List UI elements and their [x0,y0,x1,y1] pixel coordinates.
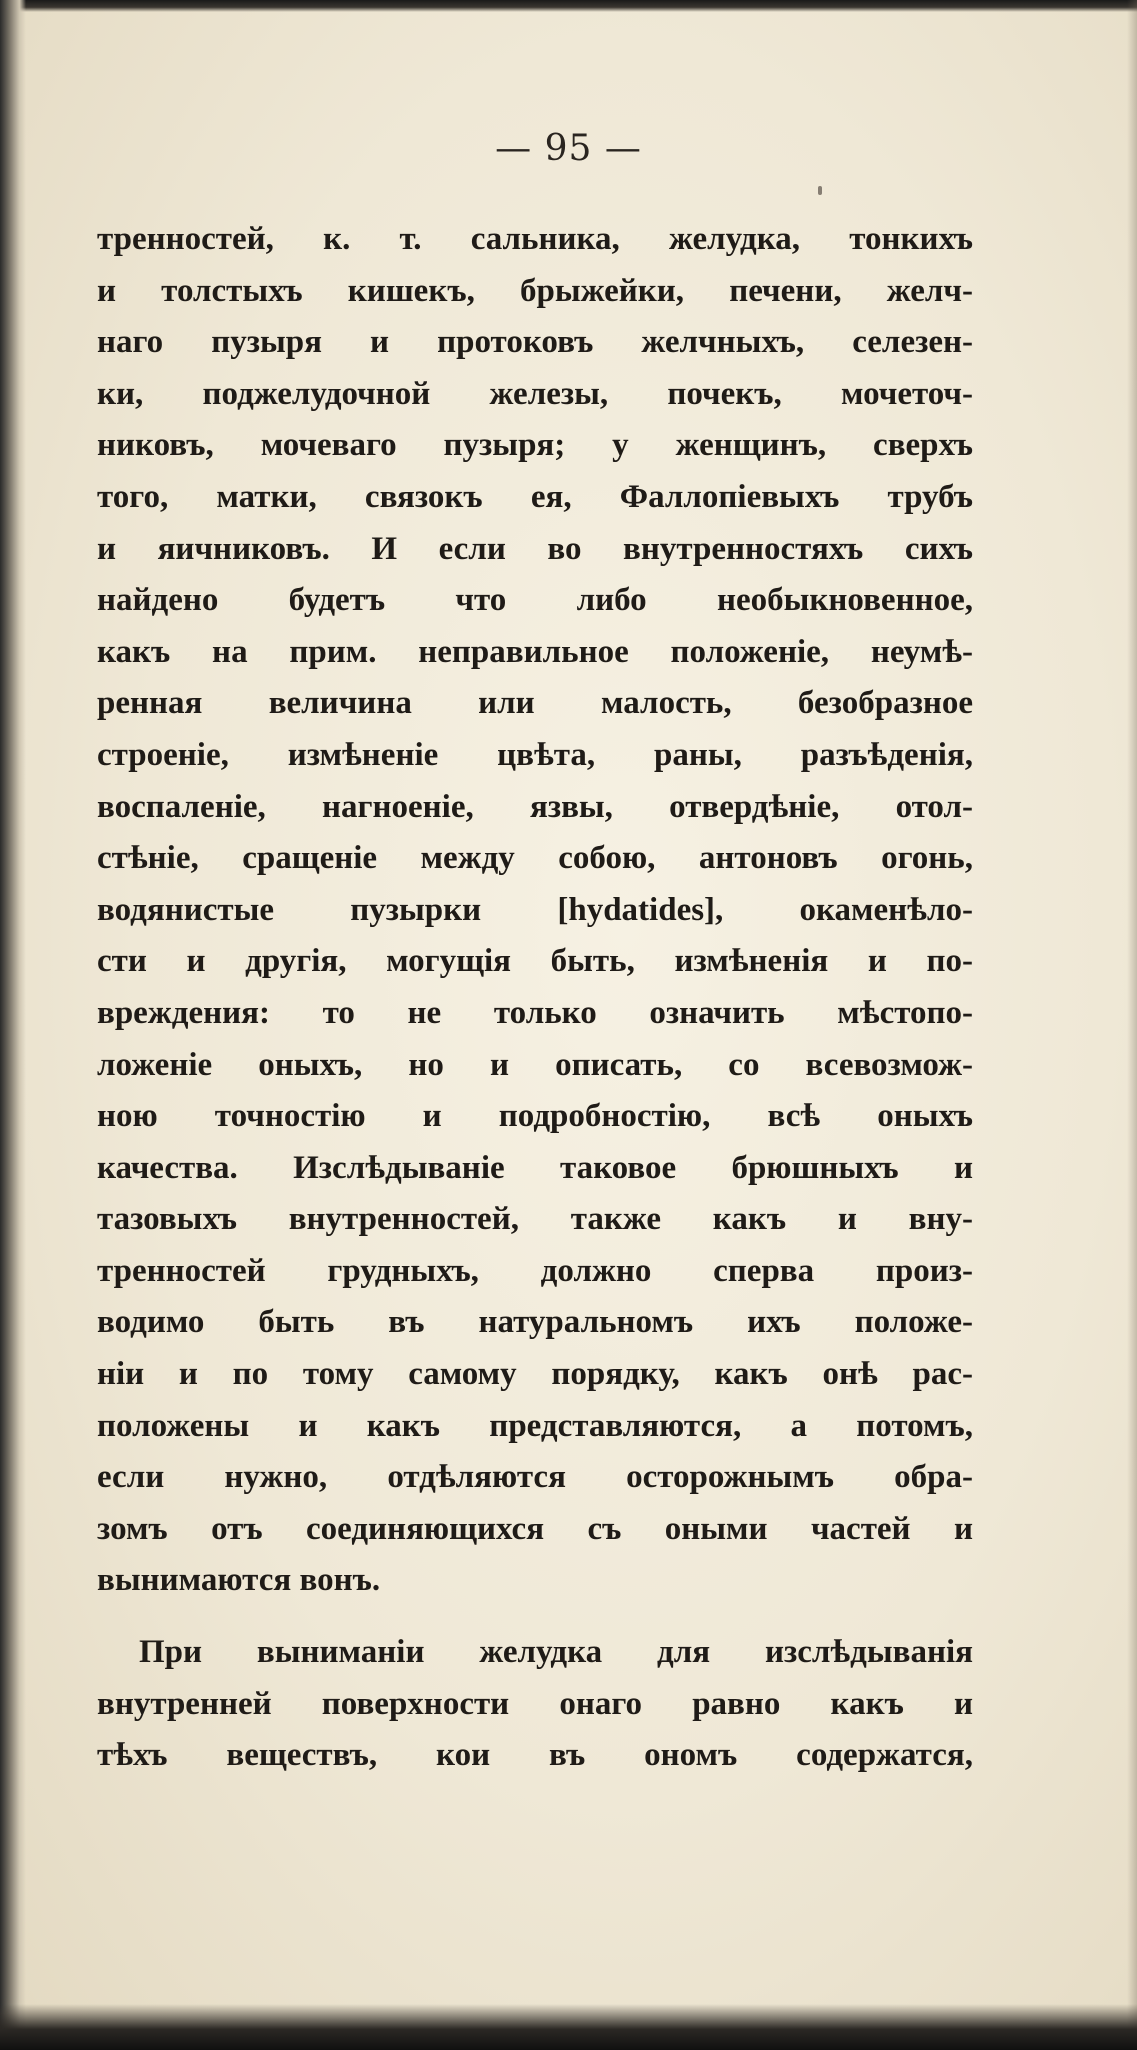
text-line: тренностей, к. т. сальника, желудка, тонкихъ [97,221,973,257]
text-line: вреждения: то не только означить мѣстопо- [97,994,973,1031]
text-line: тренностей грудныхъ, должно сперва произ- [97,1252,973,1289]
text-line: ренная величина или малость, безобразное [97,685,973,722]
text-line: никовъ, мочеваго пузыря; у женщинъ, сверхъ [97,427,973,464]
text-line: качества. Изслѣдываніе таковое брюшныхъ и [97,1149,973,1186]
text-line: вынимаются вонъ. [97,1562,381,1599]
text-line: внутренней поверхности онаго равно какъ и [97,1685,973,1722]
text-line: найдено будетъ что либо необыкновенное, [97,582,973,619]
text-line: стѣніе, сращеніе между собою, антоновъ огонь, [97,840,973,877]
text-line: и яичниковъ. И если во внутренностяхъ сихъ [97,530,973,567]
text-line: и толстыхъ кишекъ, брыжейки, печени, желч- [97,272,973,309]
text-line: При выниманіи желудка для изслѣдыванія [139,1634,973,1671]
text-line: строеніе, измѣненіе цвѣта, раны, разъѣденія, [97,736,973,773]
text-line: ною точностію и подробностію, всѣ оныхъ [97,1098,973,1135]
text-line: тазовыхъ внутренностей, также какъ и вну- [97,1201,973,1238]
scan-right-edge [1127,0,1137,2050]
scan-top-edge [0,0,1137,12]
text-line: зомъ отъ соединяющихся съ оными частей и [97,1510,973,1547]
text-line: сти и другія, могущія быть, измѣненія и по- [97,943,973,980]
text-line: ніи и по тому самому порядку, какъ онѣ рас- [97,1356,973,1393]
text-line: наго пузыря и протоковъ желчныхъ, селезен- [97,324,973,361]
text-line: какъ на прим. неправильное положеніе, неумѣ- [97,633,973,670]
paragraph-gap [97,1607,973,1627]
text-line: если нужно, отдѣляются осторожнымъ обра- [97,1459,973,1496]
page-number: — 95 — [495,128,642,169]
scan-left-edge [0,0,26,2050]
text-line: воспаленіе, нагноеніе, язвы, отвердѣніе, отол- [97,788,973,825]
text-line: тѣхъ веществъ, кои въ ономъ содержатся, [97,1737,973,1774]
text-line: ложеніе оныхъ, но и описать, со всевозмож- [97,1046,973,1083]
text-line: того, матки, связокъ ея, Фаллопіевыхъ трубъ [97,478,973,515]
text-line: положены и какъ представляются, а потомъ, [97,1407,973,1444]
text-line: водимо быть въ натуральномъ ихъ положе- [97,1304,973,1341]
text-line: водянистые пузырки [hydatides], окаменѣло- [97,891,973,928]
ink-speck [818,186,822,195]
text-line: ки, поджелудочной железы, почекъ, мочеточ- [97,375,973,412]
scan-bottom-edge [0,2004,1137,2050]
body-text [97,214,973,1782]
